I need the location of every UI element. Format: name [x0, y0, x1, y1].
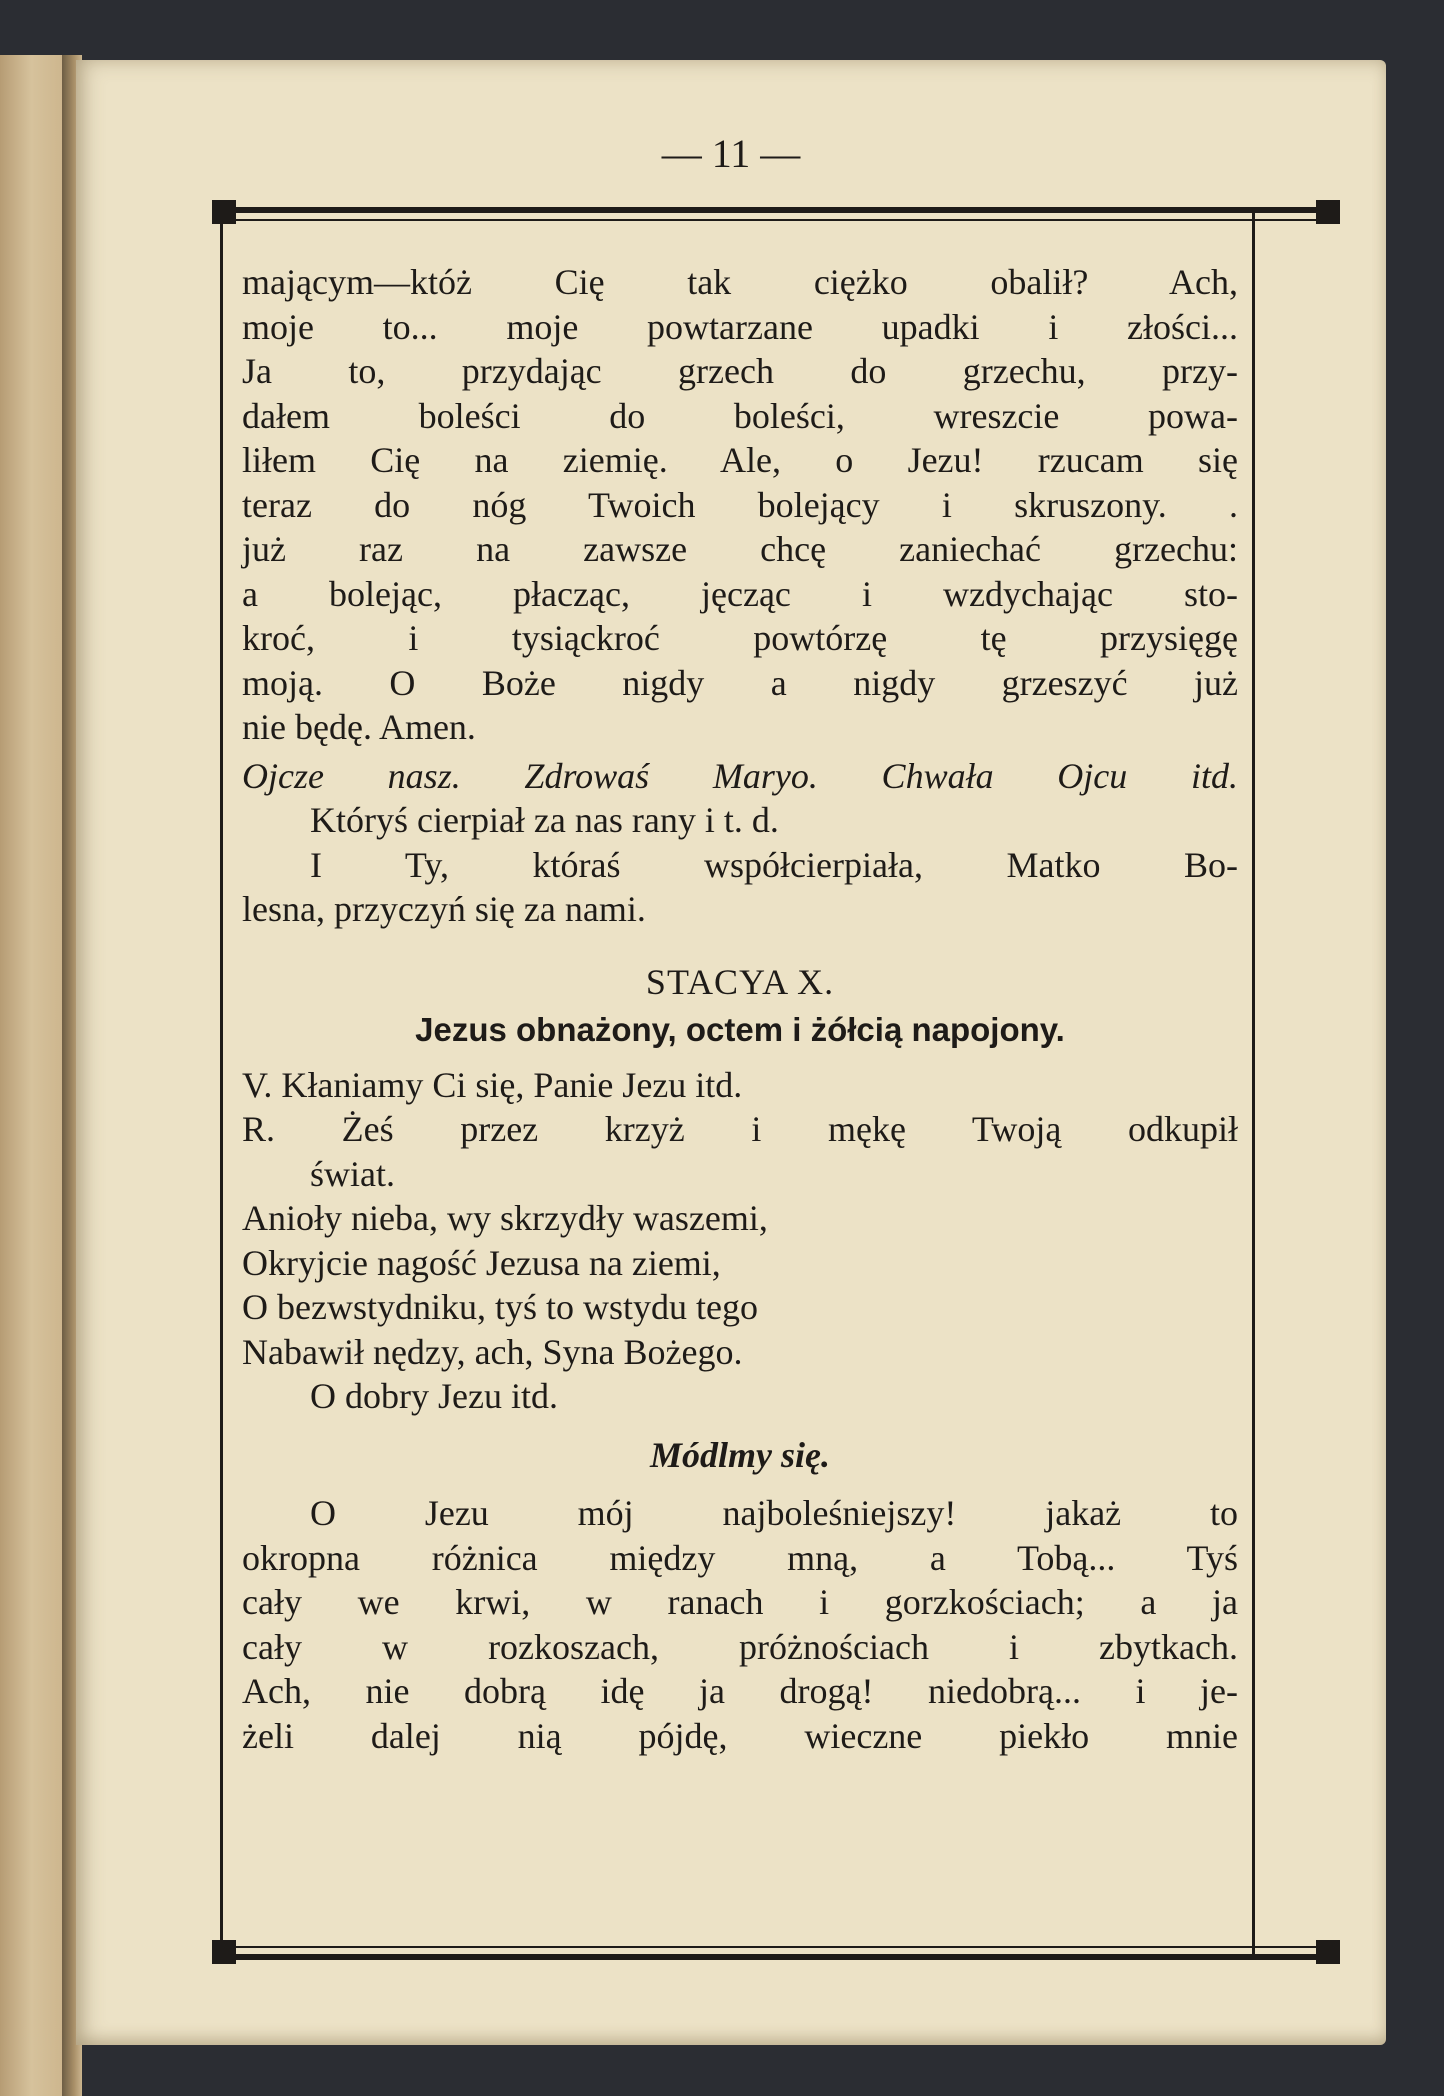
text-line: mającym—któż Cię tak ciężko obalił? Ach, — [242, 262, 1238, 302]
text-line: moje to... moje powtarzane upadki i złości... — [242, 306, 1238, 347]
text-line: moją. O Boże nigdy a nigdy grzeszyć już — [242, 662, 1238, 703]
page-text — [242, 260, 1238, 1758]
text-line: Ja to, przydając grzech do grzechu, przy- — [242, 351, 1238, 391]
modlmy-sie-heading: Módlmy się. — [650, 1434, 830, 1475]
ktorys-line: Któryś cierpiał za nas rany i t. d. — [310, 800, 779, 840]
meditation-paragraph — [242, 260, 1238, 750]
text-line: dałem boleści do boleści, wreszcie powa- — [242, 395, 1238, 436]
bottom-right-corner-ornament — [1316, 1940, 1340, 1964]
text-line: kroć, i tysiąckroć powtórzę tę przysięgę — [242, 618, 1238, 658]
verse-line: Okryjcie nagość Jezusa na ziemi, — [242, 1242, 721, 1283]
left-border-line — [220, 210, 223, 1958]
versicle: V. Kłaniamy Ci się, Panie Jezu itd. — [242, 1064, 743, 1105]
response-line: świat. — [310, 1153, 395, 1194]
verse — [242, 1196, 1238, 1374]
text-line: już raz na zawsze chcę zaniechać grzechu: — [242, 529, 1238, 569]
verse-line: O bezwstydniku, tyś to wstydu tego — [242, 1287, 758, 1327]
station-subtitle: Jezus obnażony, octem i żółcią napojony. — [415, 1011, 1065, 1048]
right-border-line — [1252, 210, 1255, 1958]
text-line: żeli dalej nią pójdę, wieczne piekło mnie — [242, 1715, 1238, 1756]
ty-line: lesna, przyczyń się za nami. — [242, 889, 646, 929]
ty-line: I Ty, któraś współcierpiała, Matko Bo- — [310, 844, 1238, 885]
response-line: R. Żeś przez krzyż i mękę Twoją odkupił — [242, 1109, 1238, 1149]
text-line: Ach, nie dobrą idę ja drogą! niedobrą... i je- — [242, 1671, 1238, 1711]
verse-line: Anioły nieba, wy skrzydły waszemi, — [242, 1198, 768, 1238]
bottom-border-rule — [216, 1954, 1336, 1960]
station-title: STACYA X. — [645, 961, 835, 1002]
top-right-corner-ornament — [1316, 200, 1340, 224]
prayer-line: Ojcze nasz. Zdrowaś Maryo. Chwała Ojcu itd. — [242, 755, 1238, 796]
top-border-thin-rule — [216, 219, 1336, 221]
prayer-paragraph — [242, 1491, 1238, 1758]
page-number: — 11 — — [661, 131, 801, 176]
bottom-left-corner-ornament — [212, 1940, 236, 1964]
text-line: okropna różnica między mną, a Tobą... Tyś — [242, 1537, 1238, 1578]
refrain: O dobry Jezu itd. — [310, 1376, 558, 1416]
text-line: nie będę. Amen. — [242, 707, 476, 747]
text-line: a bolejąc, płacząc, jęcząc i wzdychając sto- — [242, 573, 1238, 614]
book-page — [76, 60, 1386, 2045]
verse-line: Nabawił nędzy, ach, Syna Bożego. — [242, 1331, 743, 1372]
top-left-corner-ornament — [212, 200, 236, 224]
text-line: cały we krwi, w ranach i gorzkościach; a ja — [242, 1582, 1238, 1622]
text-line: liłem Cię na ziemię. Ale, o Jezu! rzucam się — [242, 440, 1238, 480]
text-line: O Jezu mój najboleśniejszy! jakaż to — [310, 1493, 1238, 1533]
text-line: cały w rozkoszach, próżnościach i zbytkach. — [242, 1626, 1238, 1667]
text-line: teraz do nóg Twoich bolejący i skruszony. . — [242, 484, 1238, 525]
top-border-rule — [216, 207, 1336, 213]
bottom-border-thin-rule — [216, 1946, 1336, 1948]
